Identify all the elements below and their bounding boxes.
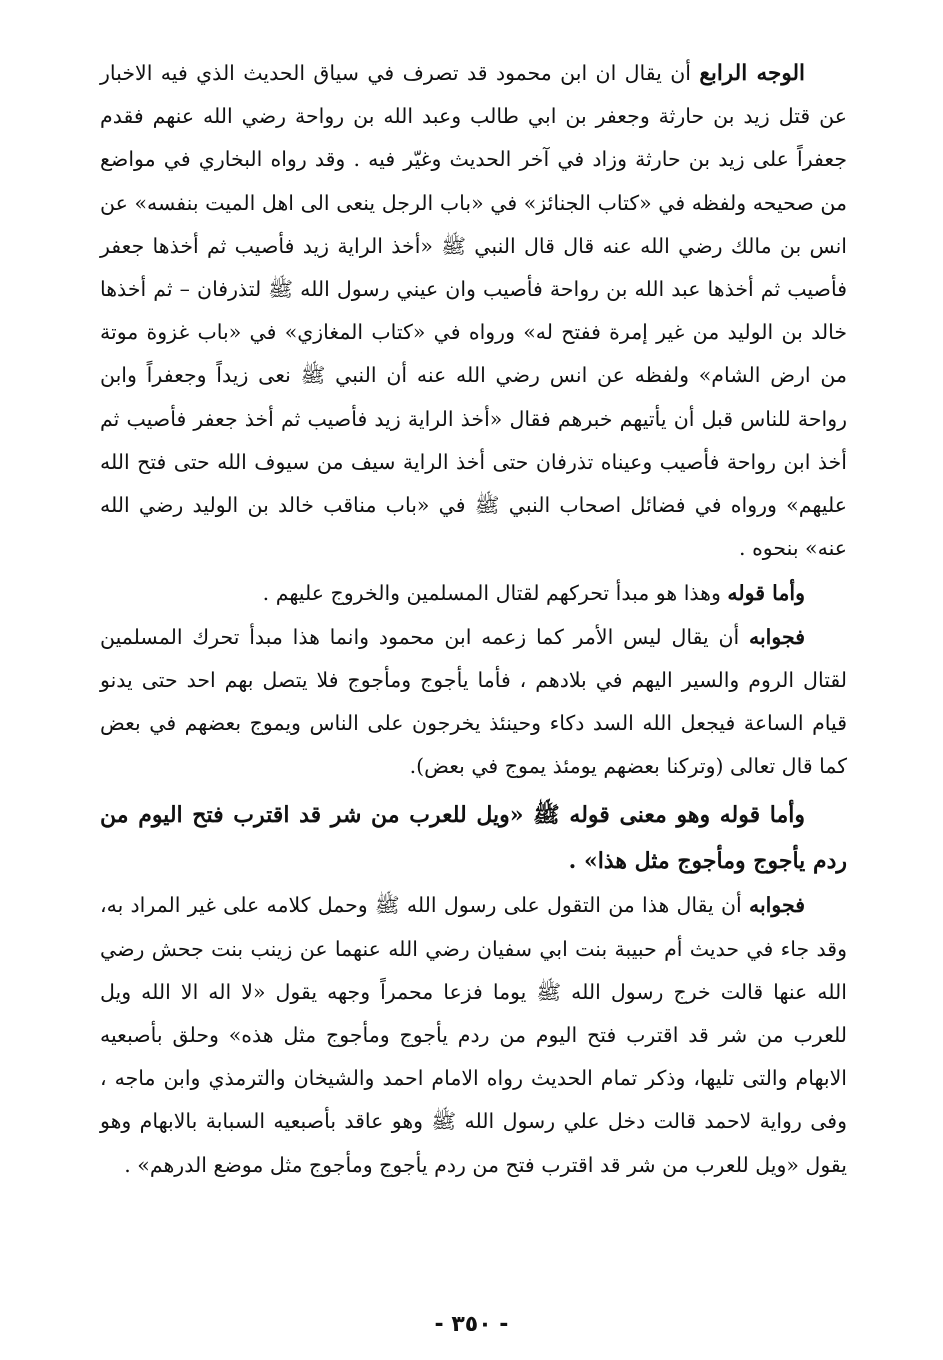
paragraph-his-saying	[100, 572, 847, 615]
paragraph-lead: فجوابه	[748, 624, 805, 649]
page-body	[100, 52, 847, 1187]
paragraph-lead: وأما قوله	[727, 581, 805, 606]
paragraph-answer-1	[100, 616, 847, 789]
paragraph-fourth-aspect	[100, 52, 847, 570]
paragraph-lead: الوجه الرابع	[699, 61, 805, 86]
paragraph-answer-2	[100, 884, 847, 1186]
paragraph-text: أن يقال هذا من التقول على رسول الله ﷺ وحمل كلامه على غير المراد به، وقد جاء في حديث أم حبيبة بنت ابي سفيان رضي الله عنهما عن زينب بنت جحش رضي الله عنها قالت خرج رسول الله ﷺ يوما فزعا محمراً وجهه يقول «لا اله الا الله ويل للعرب من شر قد اقترب فتح اليوم من ردم يأجوج ومأجوج مثل هذه» وحلق بأصبعيه الابهام والتى تليها، وذكر تمام الحديث رواه الامام احمد والشيخان والترمذي وابن ماجه ، وفى رواية لاحمد قالت دخل علي رسول الله ﷺ وهو عاقد بأصبعيه السبابة بالابهام وهو يقول «ويل للعرب من شر قد اقترب فتح من ردم يأجوج ومأجوج مثل موضع الدرهم» .	[100, 893, 847, 1177]
page-number: - ٣٥٠ -	[434, 1312, 509, 1337]
paragraph-text: وأما قوله وهو معنى قوله ﷺ «ويل للعرب من شر قد اقترب فتح اليوم من ردم يأجوج ومأجوج مثل هذا» .	[100, 802, 847, 875]
paragraph-text: وهذا هو مبدأ تحركهم لقتال المسلمين والخروج عليهم .	[262, 581, 728, 606]
paragraph-lead: فجوابه	[748, 893, 805, 918]
paragraph-text: أن يقال ليس الأمر كما زعمه ابن محمود وانما هذا مبدأ تحرك المسلمين لقتال الروم والسير اليهم في بلادهم ، فأما يأجوج ومأجوج فلا يتصل بهم احد حتى يدنو قيام الساعة فيجعل الله السد دكاء وحينئذ يخرجون على الناس ويموج بعضهم في بعض كما قال تعالى (وتركنا بعضهم يومئذ يموج في بعض).	[100, 624, 847, 779]
paragraph-quoted-hadith	[100, 792, 847, 884]
paragraph-text: أن يقال ان ابن محمود قد تصرف في سياق الحديث الذي فيه الاخبار عن قتل زيد بن حارثة وجعفر بن ابي طالب وعبد الله بن رواحة رضي الله عنهم فقدم جعفراً على زيد بن حارثة وزاد في آخر الحديث وغيّر فيه . وقد رواه البخاري في مواضع من صحيحه ولفظه في «كتاب الجنائز» في «باب الرجل ينعى الى اهل الميت بنفسه» عن انس بن مالك رضي الله عنه قال قال النبي ﷺ «أخذ الراية زيد فأصيب ثم أخذها جعفر فأصيب ثم أخذها عبد الله بن رواحة فأصيب وان عيني رسول الله ﷺ لتذرفان – ثم أخذها خالد بن الوليد من غير إمرة ففتح له» ورواه في «كتاب المغازي» في «باب غزوة موتة من ارض الشام» ولفظه عن انس رضي الله عنه أن النبي ﷺ نعى زيداً وجعفراً وابن رواحة للناس قبل أن يأتيهم خبرهم فقال «أخذ الراية زيد فأصيب ثم أخذ جعفر فأصيب ثم أخذ ابن رواحة فأصيب وعيناه تذرفان حتى أخذ الراية سيف من سيوف الله حتى فتح الله عليهم» ورواه في فضائل اصحاب النبي ﷺ في «باب مناقب خالد بن الوليد رضي الله عنه» بنحوه .	[100, 61, 847, 561]
